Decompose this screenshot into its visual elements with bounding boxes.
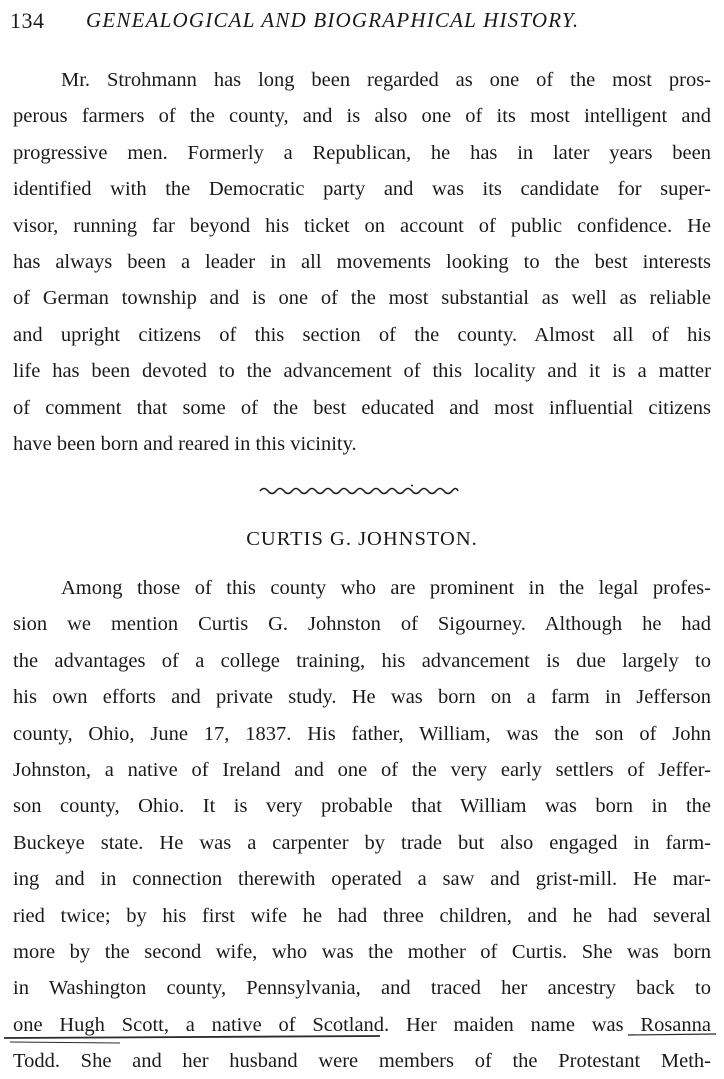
text-line: ing and in connection therewith operated a saw and grist-mill. He mar- bbox=[13, 868, 711, 891]
text-line: Mr. Strohmann has long been regarded as one of the most pros- bbox=[61, 69, 711, 91]
text-line: identified with the Democratic party and was its candidate for super- bbox=[13, 178, 711, 201]
text-line: of German township and is one of the most substantial as well as reliable bbox=[13, 287, 711, 310]
text-line: have been born and reared in this vicinity. bbox=[13, 432, 357, 455]
text-line: Johnston, a native of Ireland and one of the very early settlers of Jeffer- bbox=[13, 758, 711, 781]
running-head: GENEALOGICAL AND BIOGRAPHICAL HISTORY. bbox=[86, 8, 580, 32]
text-line: Buckeye state. He was a carpenter by trade but also engaged in farm- bbox=[13, 831, 711, 854]
page-number: 134 bbox=[10, 8, 45, 33]
text-line: county, Ohio, June 17, 1837. His father, William, was the son of John bbox=[13, 722, 711, 745]
text-line: son county, Ohio. It is very probable that William was born in the bbox=[13, 795, 711, 818]
text-line: his own efforts and private study. He was born on a farm in Jefferson bbox=[13, 686, 711, 709]
text-line: perous farmers of the county, and is also one of its most intelligent and bbox=[13, 105, 711, 128]
text-line: of comment that some of the best educated and most influential citizens bbox=[13, 396, 711, 419]
text-line: the advantages of a college training, his advancement is due largely to bbox=[13, 649, 711, 672]
text-line: more by the second wife, who was the mother of Curtis. She was born bbox=[13, 940, 711, 963]
page-header bbox=[10, 8, 710, 38]
paragraph-strohmann bbox=[13, 62, 711, 462]
wavy-line-ornament-icon bbox=[258, 484, 460, 498]
section-title: CURTIS G. JOHNSTON. bbox=[246, 528, 478, 550]
text-line: progressive men. Formerly a Republican, he has in later years been bbox=[13, 141, 711, 164]
pencil-underline-icon bbox=[0, 1030, 724, 1050]
text-line: Among those of this county who are prominent in the legal profes- bbox=[61, 577, 711, 599]
text-line: Todd. She and her husband were members of the Protestant Meth- bbox=[13, 1050, 711, 1073]
text-line: has always been a leader in all movements looking to the best interests bbox=[13, 250, 711, 273]
text-line: sion we mention Curtis G. Johnston of Sigourney. Although he had bbox=[13, 613, 711, 636]
text-line: visor, running far beyond his ticket on account of public confidence. He bbox=[13, 214, 711, 237]
paragraph-johnston bbox=[13, 570, 711, 1079]
text-line: one Hugh Scott, a native of Scotland. Her maiden name was Rosanna bbox=[13, 1013, 711, 1036]
text-line: life has been devoted to the advancement of this locality and it is a matter bbox=[13, 360, 711, 383]
text-line: in Washington county, Pennsylvania, and traced her ancestry back to bbox=[13, 977, 711, 1000]
text-line: ried twice; by his first wife he had three children, and he had several bbox=[13, 904, 711, 927]
text-line: and upright citizens of this section of the county. Almost all of his bbox=[13, 323, 711, 346]
